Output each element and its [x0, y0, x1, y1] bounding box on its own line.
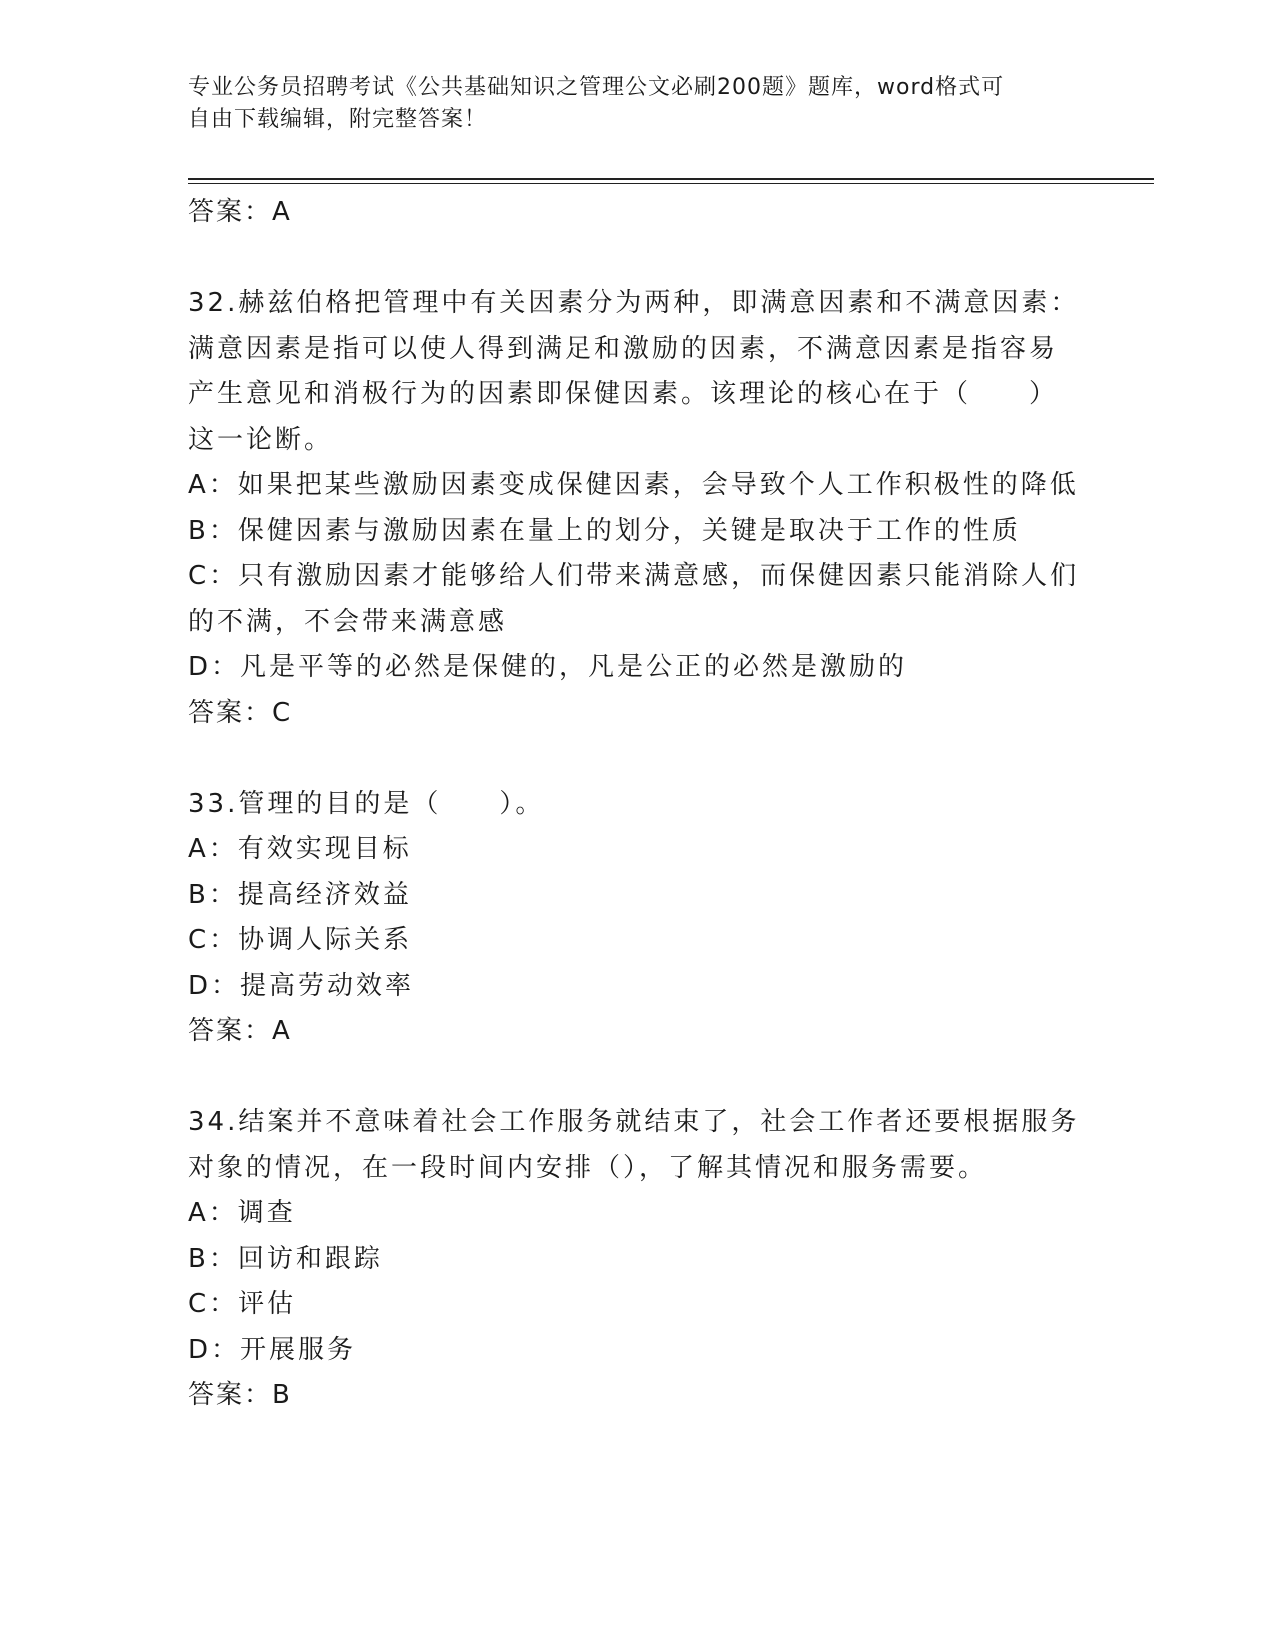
option-a: A：有效实现目标: [188, 834, 412, 864]
question-text-line: 33.管理的目的是（ ）。: [188, 788, 545, 819]
option-b: B：保健因素与激励因素在量上的划分，关键是取决于工作的性质: [188, 515, 1021, 546]
option-c: C：评估: [188, 1289, 297, 1319]
spacer: [188, 1055, 1088, 1101]
question-text-line: 对象的情况，在一段时间内安排（），了解其情况和服务需要。: [188, 1152, 988, 1183]
header-divider-thin: [188, 183, 1154, 184]
answer-label: 答案：B: [188, 1380, 292, 1410]
answer-label: 答案：A: [188, 197, 292, 227]
question-text-line: 32.赫兹伯格把管理中有关因素分为两种，即满意因素和不满意因素：: [188, 288, 1080, 318]
header-title-line-2: 自由下载编辑，附完整答案！: [188, 107, 488, 132]
question-text-line: 34.结案并不意味着社会工作服务就结束了，社会工作者还要根据服务: [188, 1107, 1080, 1137]
option-b: B：回访和跟踪: [188, 1243, 383, 1274]
option-a: A：如果把某些激励因素变成保健因素，会导致个人工作积极性的降低: [188, 470, 1079, 500]
option-c: C：只有激励因素才能够给人们带来满意感，而保健因素只能消除人们: [188, 561, 1080, 591]
question-text-line: 产生意见和消极行为的因素即保健因素。该理论的核心在于（ ）: [188, 379, 1059, 409]
answer-label: 答案：C: [188, 697, 293, 728]
question-list: [188, 190, 1088, 1419]
option-b: B：提高经济效益: [188, 879, 412, 910]
question-block-31-tail: [188, 190, 1088, 236]
question-text-line: 这一论断。: [188, 424, 334, 455]
option-d: D：提高劳动效率: [188, 970, 415, 1001]
header-divider-thick: [188, 178, 1154, 180]
spacer: [188, 236, 1088, 282]
question-block-32: [188, 281, 1088, 736]
document-header: [188, 72, 1068, 136]
question-block-33: [188, 782, 1088, 1055]
header-title-line-1: 专业公务员招聘考试《公共基础知识之管理公文必刷200题》题库，word格式可: [188, 75, 1005, 100]
option-d: D：开展服务: [188, 1334, 357, 1365]
option-d: D：凡是平等的必然是保健的，凡是公正的必然是激励的: [188, 652, 908, 682]
spacer: [188, 736, 1088, 782]
option-a: A：调查: [188, 1198, 296, 1228]
option-c: C：协调人际关系: [188, 925, 413, 955]
option-c-continued: 的不满，不会带来满意感: [188, 606, 508, 637]
question-block-34: [188, 1100, 1088, 1419]
question-text-line: 满意因素是指可以使人得到满足和激励的因素，不满意因素是指容易: [188, 333, 1059, 364]
answer-label: 答案：A: [188, 1016, 292, 1046]
